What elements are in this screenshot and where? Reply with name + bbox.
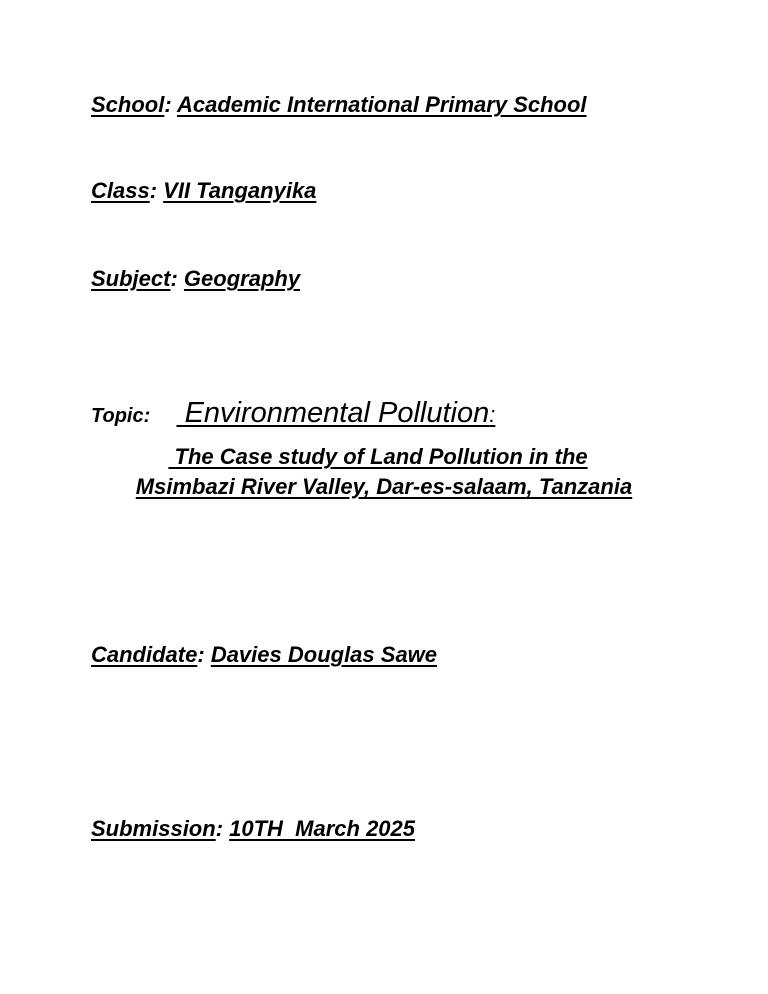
class-label: Class	[91, 178, 150, 203]
topic-label: Topic:	[91, 405, 151, 427]
candidate-separator: :	[197, 642, 205, 667]
subject-value: Geography	[183, 266, 301, 291]
topic-subtitle-text-1	[168, 444, 587, 469]
class-separator: :	[149, 178, 158, 203]
candidate-label: Candidate	[91, 642, 198, 667]
subject-line	[91, 266, 300, 292]
topic-colon: :	[489, 402, 496, 427]
class-line	[91, 178, 316, 204]
school-line	[91, 92, 587, 118]
submission-line	[91, 816, 415, 842]
topic-title-text: Environmental Pollution	[184, 397, 490, 429]
subject-separator: :	[170, 266, 178, 291]
school-label: School	[91, 92, 165, 117]
topic-title	[177, 397, 496, 429]
topic-subtitle-2: Msimbazi River Valley, Dar-es-salaam, Tanzania	[135, 474, 633, 499]
candidate-line	[91, 642, 437, 668]
submission-separator: :	[215, 816, 224, 841]
submission-value: 10TH March 2025	[229, 816, 416, 841]
topic-subtitle-1: The Case study of Land Pollution in the	[174, 444, 588, 469]
school-separator: :	[164, 92, 172, 117]
school-value: Academic International Primary School	[176, 92, 587, 117]
topic-subtitle-line-1	[0, 442, 762, 472]
candidate-value: Davies Douglas Sawe	[210, 642, 438, 667]
class-value: VII Tanganyika	[163, 178, 317, 203]
subject-label: Subject	[91, 266, 171, 291]
submission-label: Submission	[91, 816, 216, 841]
topic-subtitle-line-2	[0, 472, 768, 502]
topic-line	[91, 397, 495, 430]
